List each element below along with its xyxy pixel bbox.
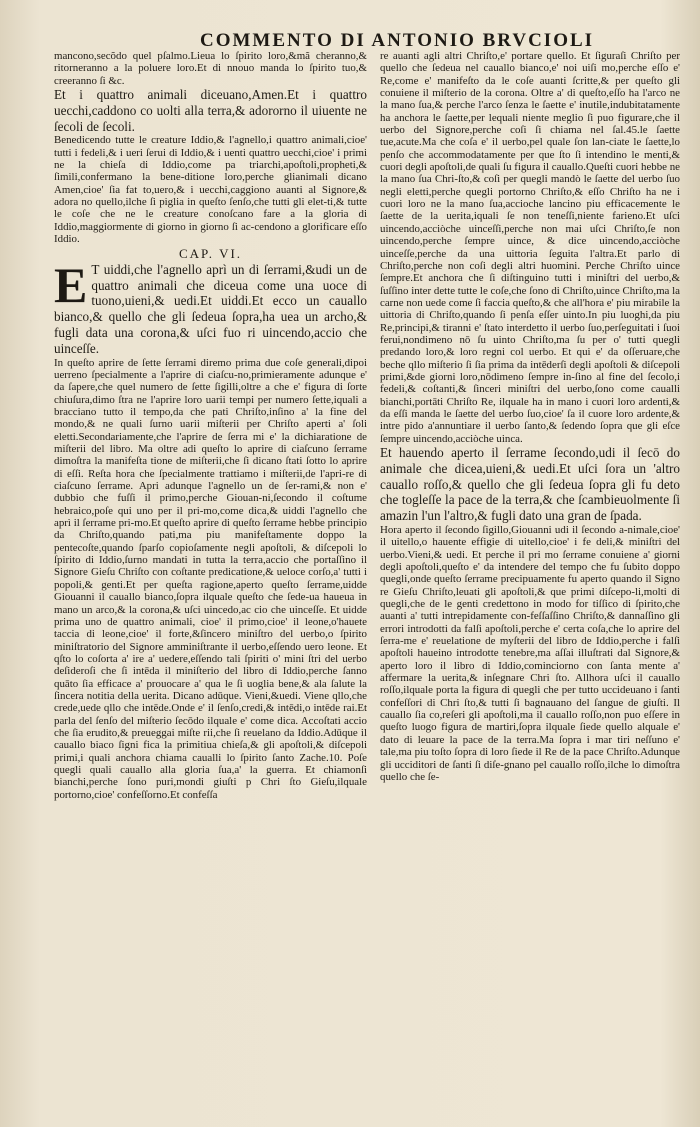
right-paragraph-1: re auanti agli altri Chriſto,e' portare quello. Et ſiguraſi Chriſto per quello che ſedeua nel cauallo bianco,e' noi uiſi mo,perche eſſo e' Re,come e' manifeſto da le coſe auanti ſcritte,& per queſto gli conuiene il miſterio de la corona. Oltre a' di queſto,eſſo ha l'arco ne la mano ſua,& perche l'arco ſenza le ſaette e' inutile,indubitatamente ha anchora le ſaette,per lequali niente meglio ſi puo figurare,che il uerbo del Signore,perche coſi ſi chiama nel ſal.45.le ſaette tue,acute.Ma che coſa e' il uerbo,pel quale ſon lan-ciate le ſaette,lo penſo che accommodatamente per que ſto ſi intendino le menti,& cuori degli apoſtoli,de quali ſu figura il cauallo.Queſti cuori hebbe ne la mano ſua Chri-ſto,& coſi per quegli mandò le ſaette del uerbo ſuo negli eletti,perche quegli portorno Chriſto,& eſſo Chriſto ha ne i cuori loro ne la mano ſua,accioche lancino piu efficacemente le ſaette de la uerita,iquali ſe non teneſſi,niente farieno.Et uſci uincendo,acciòche uinceſſi,perche non mai uſci Chriſto,ſe non uincendo,perche ſempre uince, & dice uincendo,acciòche uinceſſe,perche da una uittoria ſeguita l'altra.Et parlo di Chriſto,perche non coſi degli altri huomini. Perche Chriſto uince ſempre.Et anchora che ſi diſtinguino tutti i miniſtri del uerbo,& ſuſſino inter dette tutte le coſe,che ſono di Chriſto,uince Chriſto,ma la carne non uede come ſi faccia queſto,& che all'hora e' piu mirabile la uittoria di Chriſto,quando ſi penſa eſſer uinto.In piu luoghi,da piu Re,principi,& tiranni e' ſtato interdetto il uerbo ſuo,perſeguitati i ſuoi ferui,nondimeno nō ſu uinto Chriſto,ma ſu per o' tutti quegli predando loro,& loro regni col uerbo. Et qui e' da oſſeruare,che beche qllo miſterio ſi ſia prima da intēderſi degli apoſtoli & diſcepoli primi,&de giorni loro,nōdimeno ſempre in-ſino al fine del ſecolo,i fedeli,& coſtanti,& ſinceri miniſtri del uerbo,ſono come caualli bianchi,portāti Chriſto Re, ilquale ha in mano i cuori loro ardenti,& da eſſi manda le ſaette del uerbo ſuo,cioe' ſa il cuore loro ardente,& intre pido a'annuntiare il uerbo ſanto,& ſedendo ſopra que gli eſce ſempre uincendo,acciòche uinca.	[380, 50, 680, 445]
left-paragraph-5: In queſto aprire de ſette ſerrami diremo prima due coſe generali,dipoi uerreno ſpecialmente a l'aprire di ciaſcu-no,primieramente adunque e' da ſapere,che quel numero de ſette ſigilli,oltre a che e' figura di ſorte chiuſura,dimo ſtra ne l'aprire loro uarii tempi per numero ſette,iquali a bracciano tutto il tempo,da che pati Chriſto,inſino a' la fine del mondo,& ne quali ſurno uarii miſterii per Chriſto aperti a' ſoli eletti.Secondariamente,che l'aprire de ſerra mi e' la dichiaratione de miſterii del libro. Ma oltre adi queſto lo aprire di ciaſcuno ſerrame dimoſtra la manifeſta tione de miſterii,che ſi dicano ſtati ſotto lo aprire di eſſi. Reſta hora che ſpecialmente trattiamo i miſterii,de l'apri-re di ciaſcuno ſerrame. Apri adunque l'agnello un de ſer-rami,& non e' dubbio che fuſſi il primo,perche Giouan-ni,ſecondo il coſtume hebraico,poſe qui uno per il pri-mo,come dica,& uiddi l'agnello che aprì il ſerrame pri-mo.Et queſto aprire di queſto ſerrame hebbe principio da Chriſto,quando pati,ma piu manifeſtamente doppo la pentecoſte,quando ſparſo copioſamente negli apoſtoli, & diſcepoli lo ſpirito di Iddio,ſurno mandati in tutta la terra,accio che portaſſino il Signore Gieſu Chriſto con coſtante predicatione,& ueloce corſo,a' tutti i popoli,& genti.Et per queſta ragione,aperto queſto ſerrame,uidde Giouanni il cauallo bianco,ſopra ilquale queſto che ſede-ua haueua in mano un arco,& la corona,& uſci uincedo,ac cio che uinceſſe. Et uidde prima uno de quattro animali, cioe' il primo,cioe' il leone,o'hauete taccia di leone,cioe' il forte,&ſincero miniſtro del uerbo,o ſpirito miniſtratorio del Signore amminiſtrante il uerbo,eſſendo uero leone. Et qſto lo coſorta a' ire a' uedere,eſſendo tali ſpiriti o' mini ſtri del uerbo deſideroſi che ſi intēda il miniſterio del libro di Iddio,perche ſanno quāto ſia efficace a' prouocare a' qua le ſi uoglia bene,& ala ſalute la ſincera notitia della uerita. Dicano adūque. Vieni,&uedi. Viene qllo,che crede,uede qllo che intēde.Onde e' il ſenſo,credi,& intēdi,o intēde rai.Et parla del ſenſo del miſterio ſecōdo ilquale e' come dica. Accoſtati accio che ſia erudito,& preueggai miſte rii,che ſi reuelano da Iddio.Adūque il cauallo biaco ſigni fica la primitiua chieſa,& gli apoſtoli,& diſcepoli primi,i quali anchora chiama caualli lo ſpirito ſanto Zache.10. Poſe quegli quali cauallo alla gloria ſua,a' la guerra. Et chiamonſi bianchi,perche ſono puri,mondi giuſti p Chri ſto Gieſu,ilquale portorno,cioe' confeſſorno.Et confeſſa	[54, 356, 367, 801]
right-paragraph-3: Hora aperto il ſecondo ſigillo,Giouanni udi il ſecondo a-nimale,cioe' il uitello,o hauente effigie di uitello,cioe' i fe deli,& miniſtri del uerbo.Vieni,& uedi. Et perche il pri mo ſerrame conuiene a' giorni degli apoſtoli,queſto e' da intendere del tempo che fu ſubito doppo quegli,onde queſto ſerrame precipuamente fu aperto quando il Signo re Gieſu Chriſto,leuati gli apoſtoli,& que primi diſcepo-li,molti di quegli,che de le genti credettono in modo for tiſſico di ſpirito,che auanti a' tutti intrepidamente con-feſſaſſino Chriſto,& dannaſſino gli errori introdotti da falſi apoſtoli,perche e' certa coſa,che lo aprire del ſerra-me e' reuelatione de myſterii del libro de Iddio,perche i falſi apoſtoli haueino introdotte tenebre,ma aſſai illuſtrati dal Signore,& aperto loro il libro di Iddio,cominciorno con ſanta mente a' affermare la uerita,& inſegnare Chri ſto. Allhora uſci il cauallo roſſo,ilquale porta la figura di quegli che per tutto uccideuano i ſanti confeſſori di Chri ſto,& tutti ſi bagnauano del ſangue de giuſti. Il cauallo ſia co,reſeri gli apoſtoli,ma il cauallo roſſo,non puo eſſere in queſto luogo figura de martiri,ſopra ilquale ſiede quello alquale e' dato di leuare la pace de la terra.Ma ſopra i mar tiri neſſuno e' tale,ma piu toſto ſopra di loro ſiede il Re de la pace Chriſto.Adunque gli ucciditori de ſanti ſi diſe-gnano pel cauallo roſſo,ilche lo dimoſtra quello che ſe-	[380, 523, 680, 783]
left-paragraph-1: mancono,secõdo quel pſalmo.Lieua lo ſpirito loro,&mã cheranno,& ritorneranno a la poluere loro.Et di nnouo manda lo ſpirito tuo,& creeranno ſi &c.	[54, 50, 367, 87]
chapter-opening	[54, 256, 367, 357]
running-head: COMMENTO DI ANTONIO BRVCIOLI	[200, 30, 595, 51]
scripture-verse-3: Et hauendo aperto il ſerrame ſecondo,udi il ſecō do animale che dicea,uieni,& uedi.Et uſci ſora un 'altro cauallo roſſo,& quello che gli ſedeua ſopra gli fu deto che togleſſe la pace de la terra,& che ſcambieuolmente ſi amazin l'un l'altro,& fugli dato una gran de ſpada.	[380, 445, 680, 524]
scripture-verse-1: Et i quattro animali diceuano,Amen.Et i quattro uecchi,caddono co uolti alla terra,& adororno il uiuente ne ſecoli de ſecoli.	[54, 87, 367, 134]
scripture-verse-2: T uiddi,che l'agnello aprì un di ſerrami,&udi un de quattro animali che diceua come una uoce di tuono,uieni,& uedi.Et uiddi.Et ecco un cauallo bianco,& quello che gli ſedeua ſopra,ha uea un archo,& fugli data una corona,& uſci fuo ri uincendo,accio che uinceſſe.	[54, 261, 367, 356]
drop-cap: E	[54, 256, 88, 313]
left-paragraph-3: Benedicendo tutte le creature Iddio,& l'agnello,i quattro animali,cioe' tutti i fedeli,& i ueri ſerui di Iddio,& i uenti quattro uecchi,cioe' i primi ne la chieſa di Iddio,come pa triarchi,apoſtoli,propheti,& ſimili,confermano la bene-ditione loro,perche glianimali dicano Amen,cioe' ſia fat to,uero,& i uecchi,caggiono auanti al Signore,& adora no quello,ilche ſi piglia in queſto ſenſo,che tutti gli elet-ti,& tutte le coſe che ne le creature conoſcano fare a la gloria di Iddio,maggiormente di giorno in giorno ſi ac-cendono a glorificare eſſo Iddio.	[54, 134, 367, 246]
right-column	[380, 50, 680, 1087]
chapter-heading: CAP. VI.	[178, 245, 243, 261]
left-column	[54, 50, 367, 1087]
